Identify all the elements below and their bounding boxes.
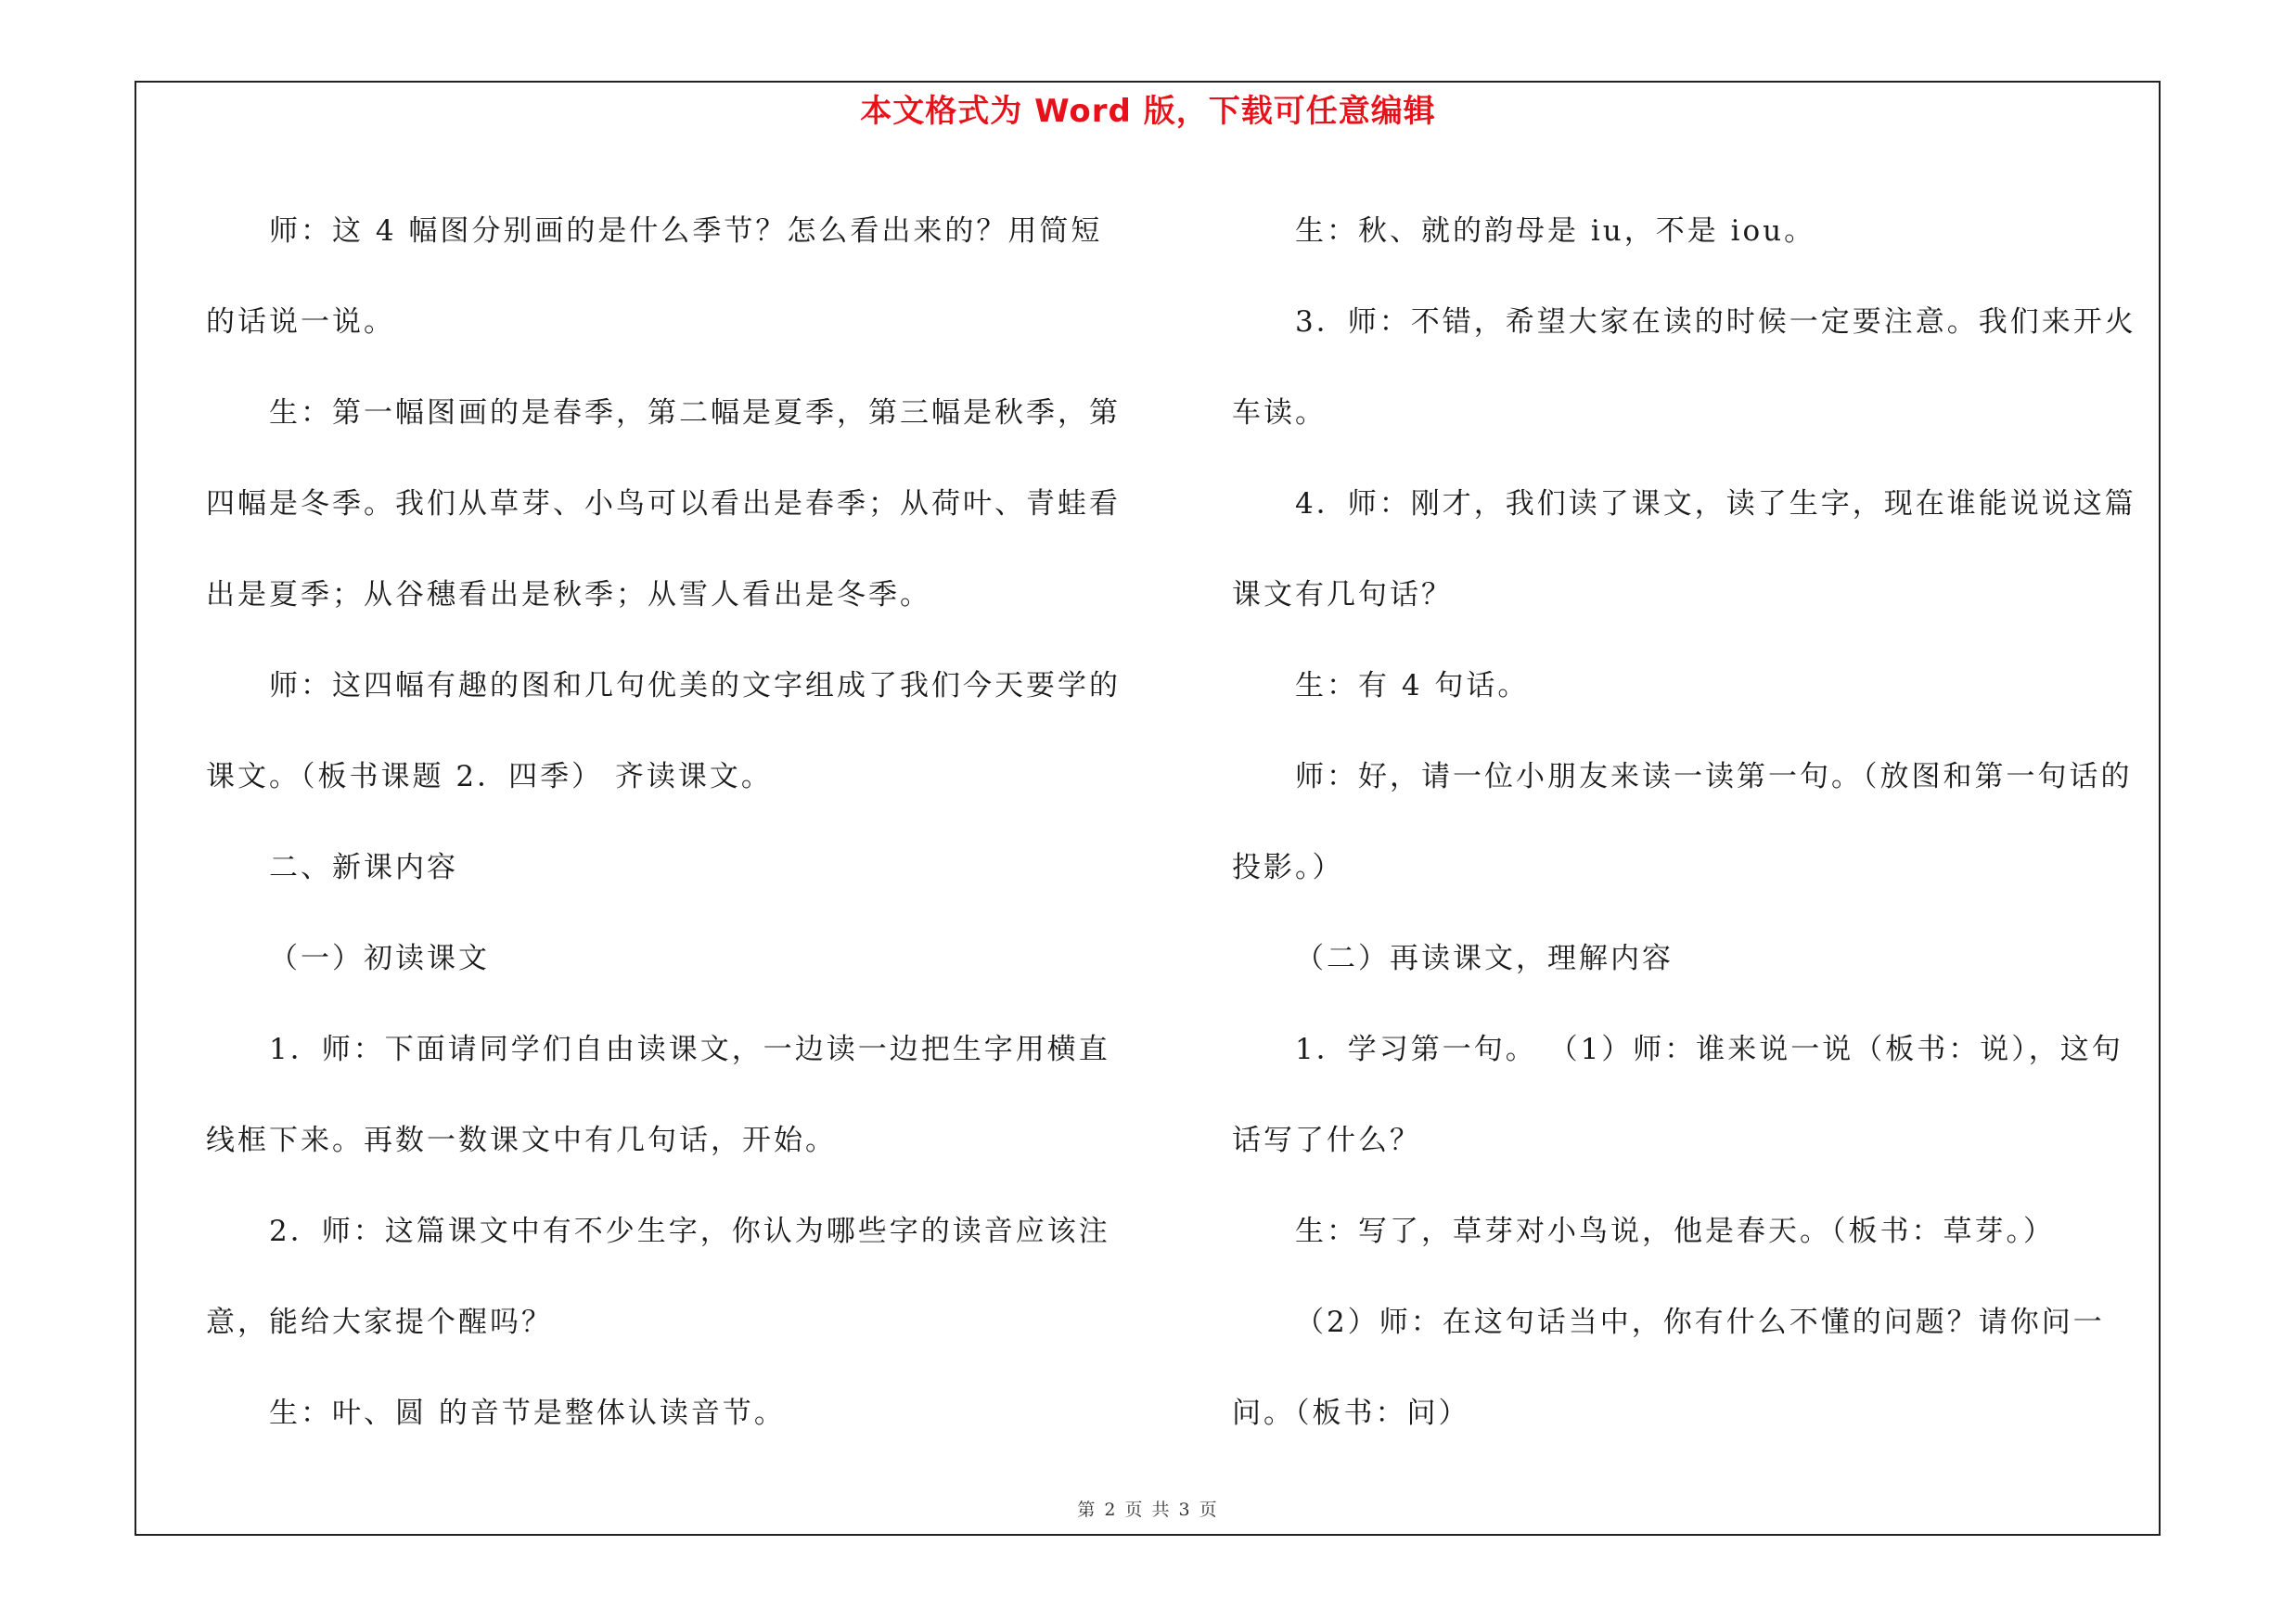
subsection-heading: （二）再读课文，理解内容: [1295, 942, 1674, 975]
paragraph: 生：秋、就的韵母是 iu，不是 iou。: [1295, 214, 1816, 248]
paragraph: 生：叶、圆 的音节是整体认读音节。: [269, 1397, 786, 1430]
paragraph: 2．师：这篇课文中有不少生字，你认为哪些字的读音应该注意，能给大家提个醒吗？: [206, 1215, 1110, 1339]
format-banner: 本文格式为 Word 版，下载可任意编辑: [860, 93, 1436, 130]
paragraph: 生：有 4 句话。: [1295, 669, 1530, 702]
right-column: [1232, 186, 2150, 1459]
page-number: 第 2 页 共 3 页: [1077, 1500, 1219, 1520]
left-column: [206, 186, 1134, 1459]
paragraph: 生：写了，草芽对小鸟说，他是春天。（板书：草芽。）: [1295, 1215, 2055, 1248]
paragraph: 1．学习第一句。 （1）师：谁来说一说（板书：说），这句话写了什么？: [1232, 1033, 2123, 1157]
paragraph: 生：第一幅图画的是春季，第二幅是夏季，第三幅是秋季，第四幅是冬季。我们从草芽、小鸟可以看出是春季；从荷叶、青蛙看出是夏季；从谷穗看出是秋季；从雪人看出是冬季。: [206, 396, 1121, 612]
section-heading: 二、新课内容: [269, 851, 458, 884]
paragraph: 师：这四幅有趣的图和几句优美的文字组成了我们今天要学的课文。（板书课题 2．四季） 齐读课文。: [206, 669, 1121, 793]
paragraph: 4．师：刚才，我们读了课文，读了生字，现在谁能说说这篇课文有几句话？: [1232, 487, 2136, 612]
subsection-heading: （一）初读课文: [269, 942, 490, 975]
paragraph: 师：这 4 幅图分别画的是什么季节？怎么看出来的？用简短的话说一说。: [206, 214, 1103, 339]
paragraph: 1．师：下面请同学们自由读课文，一边读一边把生字用横直线框下来。再数一数课文中有几句话，开始。: [206, 1033, 1110, 1157]
paragraph: （2）师：在这句话当中，你有什么不懂的问题？请你问一问。（板书：问）: [1232, 1306, 2105, 1430]
paragraph: 3．师：不错，希望大家在读的时候一定要注意。我们来开火车读。: [1232, 305, 2136, 430]
paragraph: 师：好，请一位小朋友来读一读第一句。（放图和第一句话的投影。）: [1232, 760, 2133, 884]
